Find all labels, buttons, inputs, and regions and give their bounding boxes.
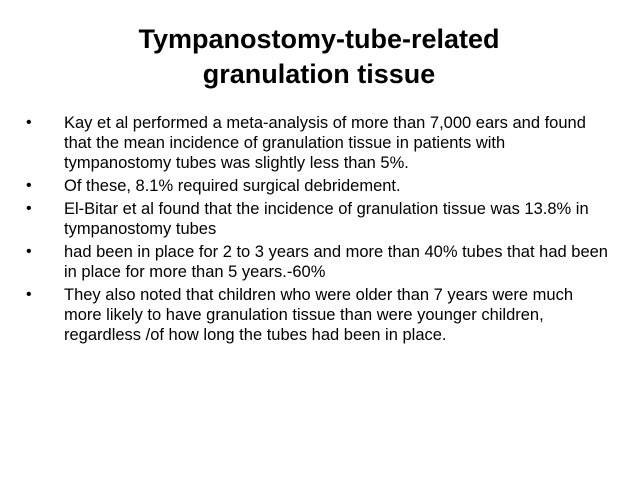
bullet-dot-icon: • [26, 200, 32, 217]
bullet-text: had been in place for 2 to 3 years and more than 40% tubes that had been in place for more than 5 years.-60% [64, 243, 608, 281]
bullet-text: Kay et al performed a meta-analysis of more than 7,000 ears and found that the mean incidence of granulation tissue in patients with tympanostomy tubes was slightly less than 5%. [64, 114, 586, 172]
bullet-dot-icon: • [26, 286, 32, 303]
bullet-text: Of these, 8.1% required surgical debridement. [64, 177, 401, 195]
bullet-dot-icon: • [26, 243, 32, 260]
bullet-dot-icon: • [26, 114, 32, 131]
bullet-item [22, 242, 612, 282]
title-line-1: Tympanostomy-tube-related [138, 24, 500, 54]
bullet-item [22, 285, 612, 345]
bullet-item [22, 199, 612, 239]
bullet-list [22, 113, 612, 348]
bullet-text: El-Bitar et al found that the incidence of granulation tissue was 13.8% in tympanostomy tubes [64, 200, 589, 238]
bullet-item [22, 176, 612, 196]
bullet-dot-icon: • [26, 177, 32, 194]
bullet-item [22, 113, 612, 173]
title-line-2: granulation tissue [202, 59, 436, 89]
bullet-text: They also noted that children who were older than 7 years were much more likely to have granulation tissue than were younger children, regardless /of how long the tubes had been in place. [64, 286, 574, 344]
slide-title [40, 22, 598, 92]
